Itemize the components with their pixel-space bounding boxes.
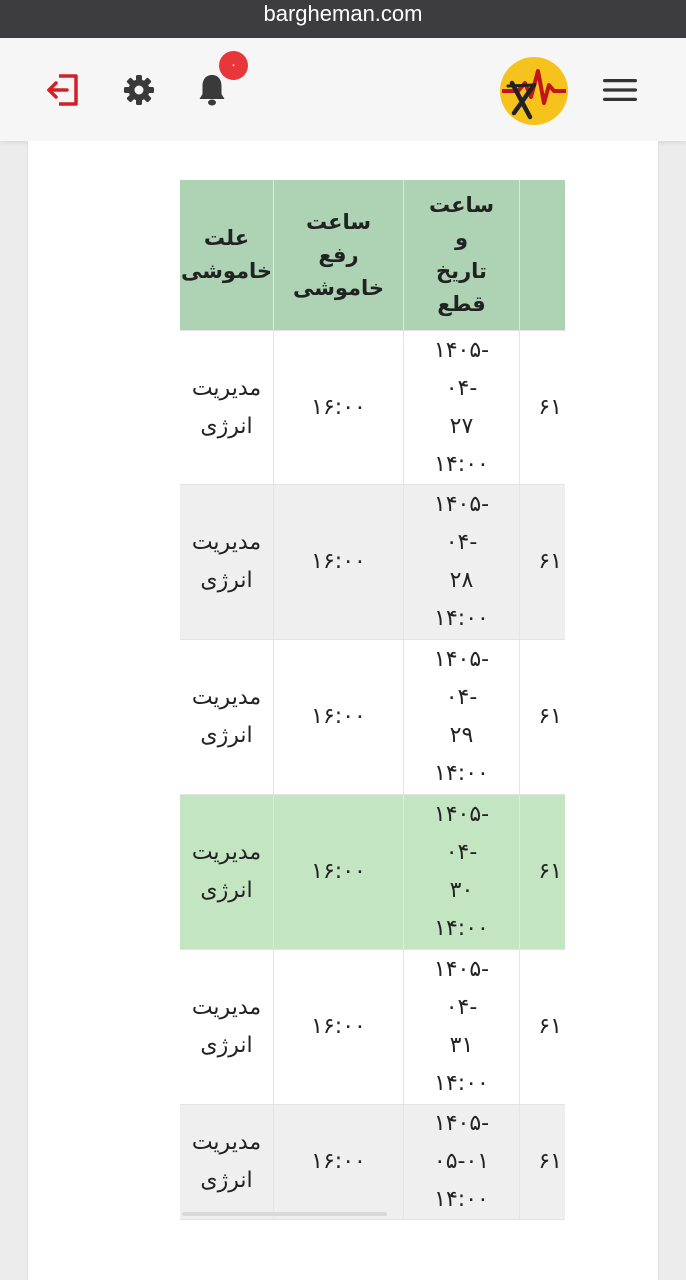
id-cell: ۶۱ [538,859,562,884]
cause-cell: مدیریت انرژی [180,1105,274,1219]
id-cell: ۶۱ [538,1014,562,1039]
bargheman-logo[interactable] [498,55,570,127]
cut-time-cell: ۱۴۰۵- ۰۴- ۲۷ ۱۴:۰۰ [404,331,520,484]
restore-time-cell: ۱۶:۰۰ [274,485,404,639]
cause-cell: مدیریت انرژی [180,795,274,949]
header-cut-time [404,180,520,330]
id-cell: ۶۱ [538,549,562,574]
logout-icon [45,73,81,107]
header-restore-time [274,180,404,330]
cause-cell: مدیریت انرژی [180,640,274,794]
notification-badge: ۰ [219,51,248,80]
horizontal-scrollbar[interactable] [182,1212,387,1216]
cause-cell: مدیریت انرژی [180,331,274,484]
cut-time-cell: ۱۴۰۵- ۰۴- ۲۹ ۱۴:۰۰ [404,640,520,794]
cut-time-cell: ۱۴۰۵- ۰۴- ۳۱ ۱۴:۰۰ [404,950,520,1104]
header-restore-text: ساعت رفع خاموشی [292,209,385,300]
outage-table[interactable] [180,180,565,1220]
url-text: bargheman.com [263,1,423,26]
cause-cell: مدیریت انرژی [180,485,274,639]
hamburger-menu-icon [603,78,637,102]
restore-time-cell: ۱۶:۰۰ [274,1105,404,1219]
table-row [180,485,565,640]
header-cut-text: ساعت و تاریخ قطع [428,193,495,316]
table-header-row [180,180,565,331]
table-row-highlighted [180,795,565,950]
table-row [180,1105,565,1220]
bell-icon [198,73,226,107]
cause-cell: مدیریت انرژی [180,950,274,1104]
menu-button[interactable] [598,72,642,108]
restore-time-cell: ۱۶:۰۰ [274,640,404,794]
restore-time-cell: ۱۶:۰۰ [274,795,404,949]
id-cell: ۶۱ [538,394,562,420]
cut-time-cell: ۱۴۰۵- ۰۴- ۳۰ ۱۴:۰۰ [404,795,520,949]
restore-time-cell: ۱۶:۰۰ [274,950,404,1104]
logo-icon [498,55,570,127]
cut-time-cell: ۱۴۰۵- ۰۴- ۲۸ ۱۴:۰۰ [404,485,520,639]
table-row [180,640,565,795]
id-cell: ۶۱ [538,1149,562,1174]
app-header [0,38,686,141]
header-cause-text: علت خاموشی [180,226,273,283]
browser-url-bar[interactable] [0,0,686,38]
table-row [180,950,565,1105]
settings-button[interactable] [118,69,160,111]
table-row [180,331,565,485]
cut-time-cell: ۱۴۰۵- ۰۵-۰۱ ۱۴:۰۰ [404,1105,520,1219]
header-cause [180,180,274,330]
header-id [520,180,565,330]
gear-icon [123,74,155,106]
id-cell: ۶۱ [538,704,562,729]
restore-time-cell: ۱۶:۰۰ [274,331,404,484]
logout-button[interactable] [40,70,86,110]
